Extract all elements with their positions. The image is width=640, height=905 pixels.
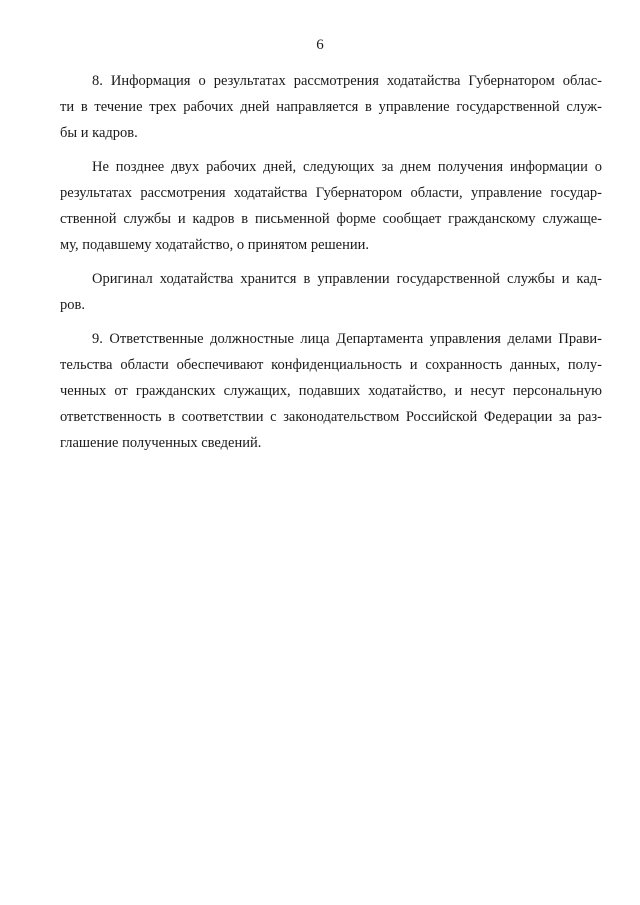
paragraph-line: тельства области обеспечивают конфиденциальность и сохранность данных, полу-: [60, 357, 602, 373]
paragraph-9: [60, 326, 602, 456]
document-body: [60, 68, 602, 464]
paragraph-notification: [60, 154, 602, 258]
paragraph-line: ченных от гражданских служащих, подавших ходатайство, и несут персональную: [60, 383, 602, 399]
page-number: 6: [316, 37, 324, 53]
paragraph-8: [60, 68, 602, 146]
paragraph-line: Не позднее двух рабочих дней, следующих за днем получения информации о: [92, 159, 602, 175]
paragraph-line: бы и кадров.: [60, 125, 138, 141]
paragraph-line: ров.: [60, 297, 85, 313]
paragraph-line: 9. Ответственные должностные лица Департамента управления делами Прави-: [92, 331, 602, 347]
paragraph-line: глашение полученных сведений.: [60, 435, 262, 451]
paragraph-line: Оригинал ходатайства хранится в управлении государственной службы и кад-: [92, 271, 602, 287]
paragraph-line: 8. Информация о результатах рассмотрения ходатайства Губернатором облас-: [92, 73, 602, 89]
paragraph-line: результатах рассмотрения ходатайства Губернатором области, управление государ-: [60, 185, 602, 201]
paragraph-line: ти в течение трех рабочих дней направляется в управление государственной служ-: [60, 99, 602, 115]
paragraph-original: [60, 266, 602, 318]
paragraph-line: ответственность в соответствии с законодательством Российской Федерации за раз-: [60, 409, 602, 425]
paragraph-line: му, подавшему ходатайство, о принятом решении.: [60, 237, 370, 253]
paragraph-line: ственной службы и кадров в письменной форме сообщает гражданскому служаще-: [60, 211, 602, 227]
